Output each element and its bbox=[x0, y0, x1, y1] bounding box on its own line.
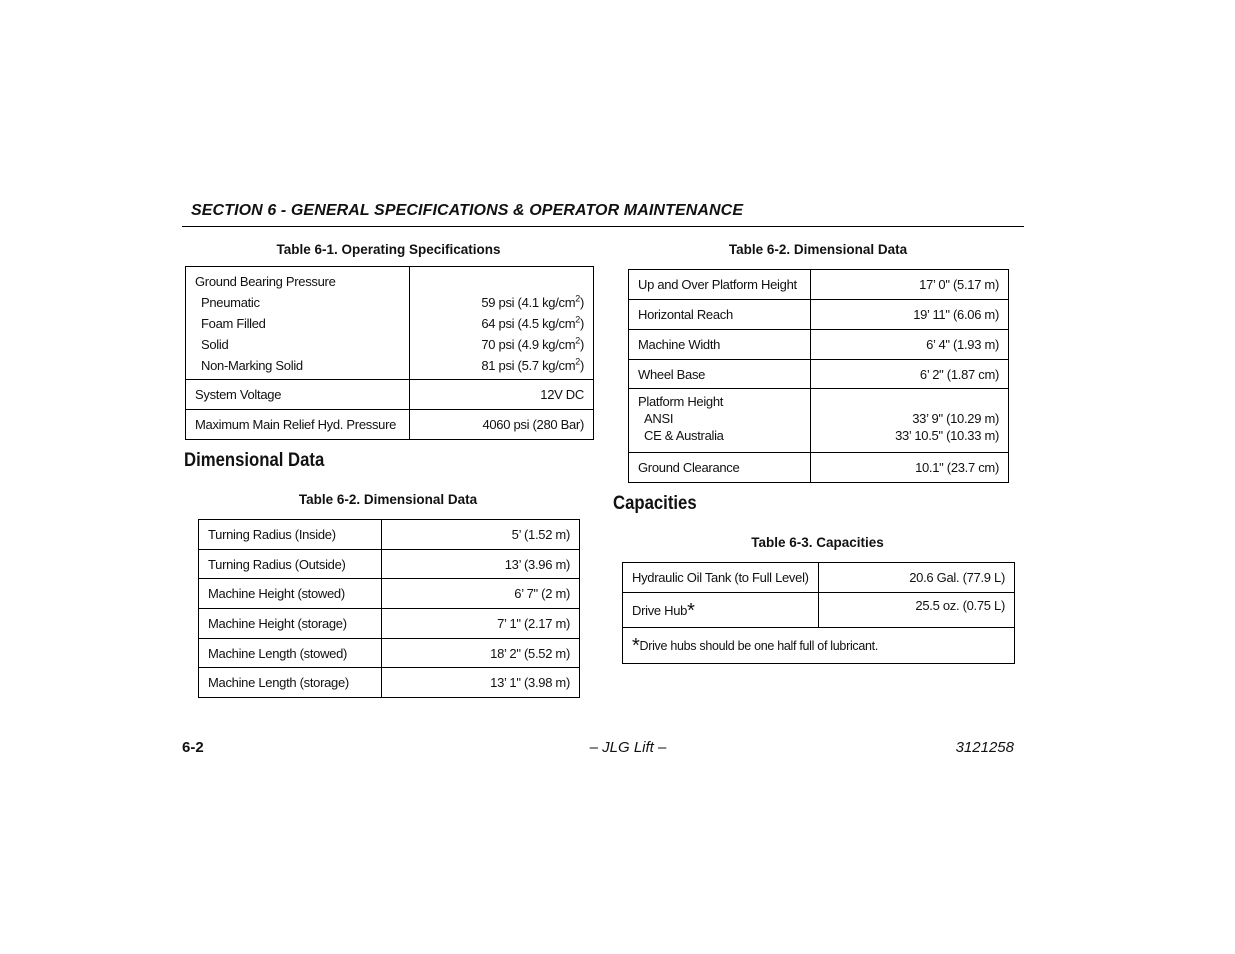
document-number: 3121258 bbox=[955, 739, 1014, 756]
row-label: Machine Length (stowed) bbox=[199, 639, 382, 668]
row-label: Turning Radius (Inside) bbox=[199, 520, 382, 550]
non-marking-solid-value: 81 psi (5.7 $kg/cm^2$) bbox=[481, 356, 584, 373]
pneumatic-label: Pneumatic bbox=[201, 295, 260, 310]
capacities-note bbox=[623, 628, 1015, 664]
solid-value: 70 psi (4.9 $kg/cm^2$) bbox=[481, 335, 584, 352]
dimensional-data-heading: Dimensional Data bbox=[184, 450, 325, 471]
table-row bbox=[629, 300, 1009, 330]
drive-hub-label: Drive Hub bbox=[632, 602, 688, 618]
note-asterisk: * bbox=[632, 635, 640, 657]
table-6-2-right-caption: Table 6-2. Dimensional Data bbox=[728, 242, 908, 257]
table-6-3-caption: Table 6-3. Capacities bbox=[751, 535, 884, 550]
table-row bbox=[186, 267, 594, 380]
ansi-value: 33’ 9" (10.29 m) bbox=[912, 411, 999, 426]
ce-australia-value: 33’ 10.5" (10.33 m) bbox=[895, 428, 999, 443]
foam-filled-label: Foam Filled bbox=[201, 316, 266, 331]
ground-bearing-value-cell bbox=[410, 267, 594, 380]
row-label: Machine Height (stowed) bbox=[199, 579, 382, 609]
table-row bbox=[199, 668, 580, 698]
dimensional-data-table-left bbox=[198, 519, 580, 698]
table-row bbox=[629, 360, 1009, 389]
row-value: 13’ 1" (3.98 m) bbox=[382, 668, 580, 698]
system-voltage-value: 12V DC bbox=[410, 380, 594, 410]
row-label: Machine Height (storage) bbox=[199, 609, 382, 639]
pneumatic-value: 59 psi (4.1 $kg/cm^2$) bbox=[481, 293, 584, 310]
table-row bbox=[629, 453, 1009, 483]
ground-clearance-label: Ground Clearance bbox=[629, 453, 811, 483]
hydraulic-value: 20.6 Gal. (77.9 L) bbox=[819, 563, 1015, 593]
capacities-table bbox=[622, 562, 1015, 664]
table-row bbox=[629, 389, 1009, 453]
platform-height-value-cell bbox=[811, 389, 1009, 453]
page-number: 6-2 bbox=[182, 739, 204, 756]
ansi-label: ANSI bbox=[644, 411, 674, 426]
row-label: Horizontal Reach bbox=[629, 300, 811, 330]
foam-filled-value: 64 psi (4.5 $kg/cm^2$) bbox=[481, 314, 584, 331]
row-value: 6’ 7" (2 m) bbox=[382, 579, 580, 609]
row-label: Wheel Base bbox=[629, 360, 811, 389]
drive-hub-label-cell bbox=[623, 593, 819, 628]
header-rule bbox=[182, 226, 1024, 227]
ground-clearance-value: 10.1" (23.7 cm) bbox=[811, 453, 1009, 483]
table-row bbox=[623, 628, 1015, 664]
platform-height-label: Platform Height bbox=[638, 394, 724, 409]
table-row bbox=[623, 563, 1015, 593]
row-value: 7’ 1" (2.17 m) bbox=[382, 609, 580, 639]
ce-australia-label: CE & Australia bbox=[644, 428, 724, 443]
row-value: 6’ 4" (1.93 m) bbox=[811, 330, 1009, 360]
row-label: Machine Width bbox=[629, 330, 811, 360]
row-label: Machine Length (storage) bbox=[199, 668, 382, 698]
table-row bbox=[623, 593, 1015, 628]
table-row bbox=[199, 579, 580, 609]
table-6-1-caption: Table 6-1. Operating Specifications bbox=[276, 242, 501, 257]
solid-label: Solid bbox=[201, 337, 229, 352]
operating-specs-table bbox=[185, 266, 594, 440]
row-label: Turning Radius (Outside) bbox=[199, 550, 382, 579]
capacities-heading: Capacities bbox=[613, 493, 697, 514]
table-row bbox=[199, 520, 580, 550]
drive-hub-asterisk: * bbox=[687, 599, 695, 622]
row-value: 5’ (1.52 m) bbox=[382, 520, 580, 550]
table-row bbox=[199, 609, 580, 639]
note-text: Drive hubs should be one half full of lubricant. bbox=[639, 639, 879, 653]
hydraulic-label: Hydraulic Oil Tank (to Full Level) bbox=[623, 563, 819, 593]
table-row bbox=[186, 410, 594, 440]
system-voltage-label: System Voltage bbox=[186, 380, 410, 410]
table-row bbox=[629, 330, 1009, 360]
row-value: 13’ (3.96 m) bbox=[382, 550, 580, 579]
table-row bbox=[199, 550, 580, 579]
row-value: 6’ 2" (1.87 cm) bbox=[811, 360, 1009, 389]
drive-hub-value: 25.5 oz. (0.75 L) bbox=[819, 593, 1015, 628]
row-label: Up and Over Platform Height bbox=[629, 270, 811, 300]
row-value: 18’ 2" (5.52 m) bbox=[382, 639, 580, 668]
row-value: 17’ 0" (5.17 m) bbox=[811, 270, 1009, 300]
section-title: SECTION 6 - GENERAL SPECIFICATIONS & OPERATOR MAINTENANCE bbox=[191, 202, 744, 219]
relief-pressure-label: Maximum Main Relief Hyd. Pressure bbox=[186, 410, 410, 440]
ground-bearing-label: Ground Bearing Pressure bbox=[195, 274, 336, 289]
footer-brand: – JLG Lift – bbox=[589, 739, 667, 756]
relief-pressure-value: 4060 psi (280 Bar) bbox=[410, 410, 594, 440]
ground-bearing-label-cell bbox=[186, 267, 410, 380]
non-marking-solid-label: Non-Marking Solid bbox=[201, 358, 303, 373]
table-row bbox=[629, 270, 1009, 300]
row-value: 19’ 11" (6.06 m) bbox=[811, 300, 1009, 330]
dimensional-data-table-right bbox=[628, 269, 1009, 483]
platform-height-label-cell bbox=[629, 389, 811, 453]
table-6-2-left-caption: Table 6-2. Dimensional Data bbox=[298, 492, 478, 507]
table-row bbox=[186, 380, 594, 410]
table-row bbox=[199, 639, 580, 668]
